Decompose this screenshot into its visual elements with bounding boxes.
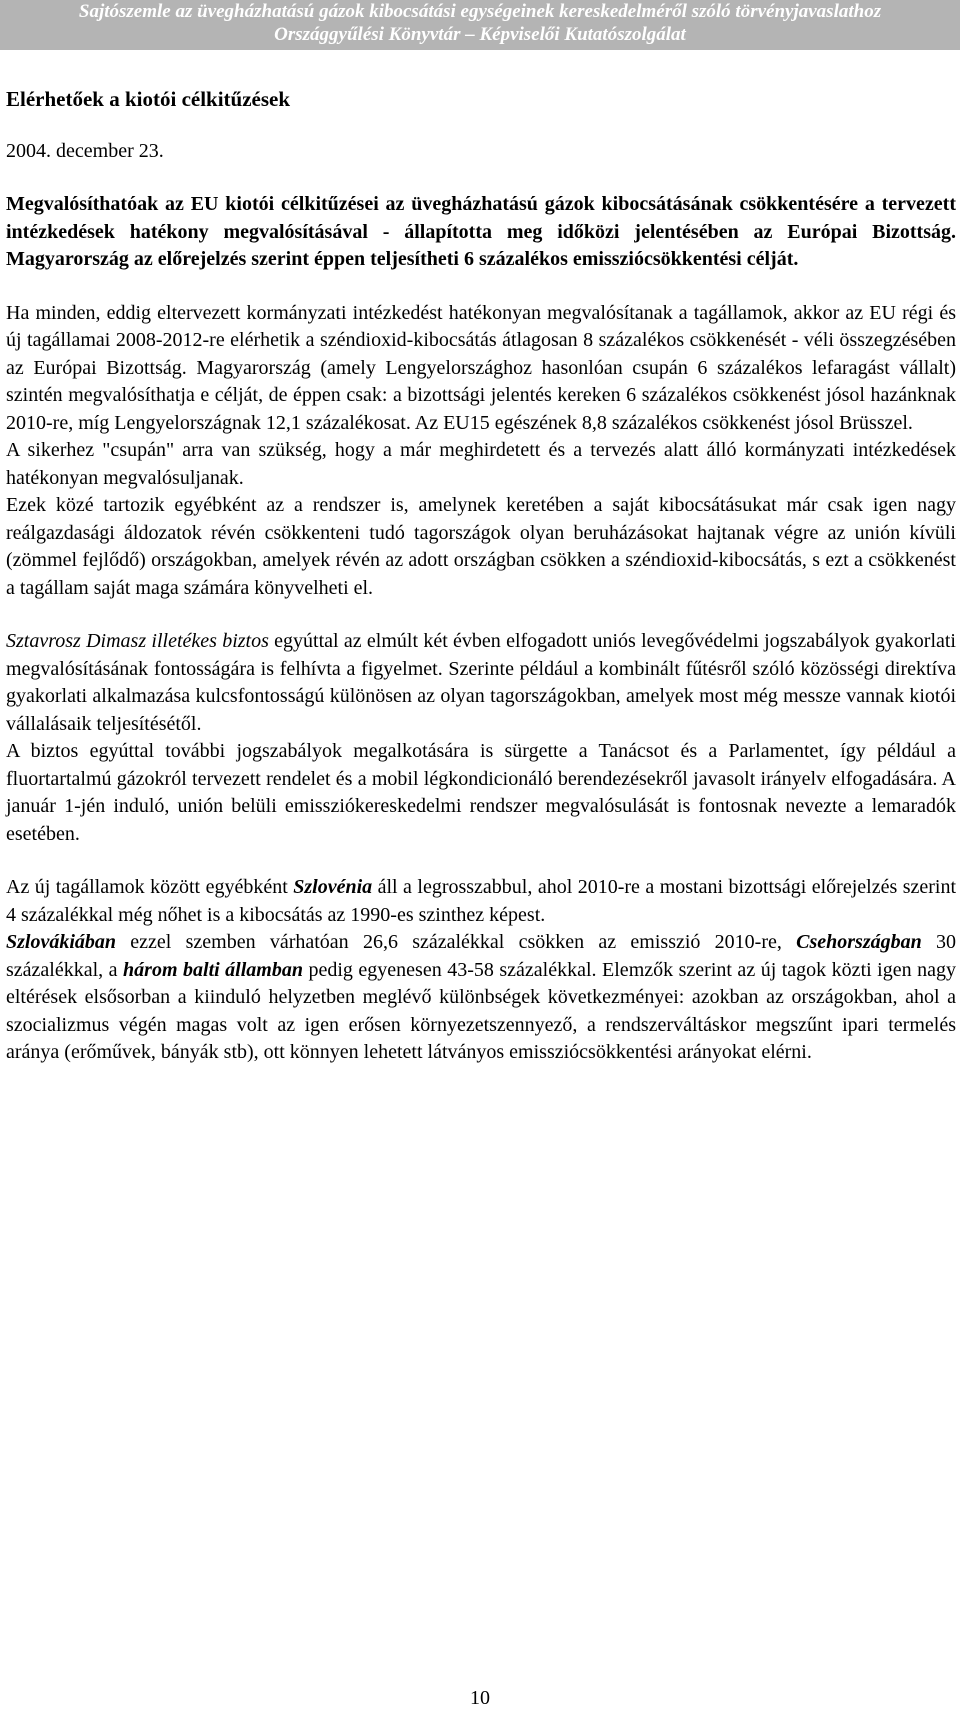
paragraph-7 xyxy=(6,929,956,1067)
page-number: 10 xyxy=(470,1687,490,1709)
article-date: 2004. december 23. xyxy=(6,139,164,162)
commissioner-name: Sztavrosz Dimasz illetékes biztos xyxy=(6,630,269,652)
paragraph-5: A biztos egyúttal további jogszabályok megalkotására is sürgette a Tanácsot és a Parlamentet, így például a fluortartalmú gázokról tervezett rendelet és a mobil légkondicionáló berendezésekről javasolt irányelv elfogadására. A január 1-jén induló, unión belüli emissziókereskedelmi rendszer megvalósulását is fontosnak nevezte a lemaradók esetében. xyxy=(6,740,956,845)
country-baltic: három balti államban xyxy=(123,958,303,981)
paragraph-1: Ha minden, eddig eltervezett kormányzati intézkedést hatékonyan megvalósítanak a tagállamok, akkor az EU régi és új tagállamai 2008-2012-re elérhetik a széndioxid-kibocsátás átlagosan 8 százalékos csökkenését - véli összegzésében az Európai Bizottság. Magyarország (amely Lengyelországhoz hasonlóan csupán 6 százalékos lefaragást vállalt) szintén megvalósíthatja e célját, de éppen csak: a bizottsági jelentés kereken 6 százalékos csökkenést jósol hazánknak 2010-re, míg Lengyelországnak 12,1 százalékosat. Az EU15 egészének 8,8 százalékos csökkenést jósol Brüsszel. xyxy=(6,301,956,434)
header-subtitle: Országgyűlési Könyvtár – Képviselői Kutatószolgálat xyxy=(274,24,686,45)
page-header xyxy=(0,0,960,50)
paragraph-4-text: egyúttal az elmúlt két évben elfogadott uniós levegővédelmi jogszabályok gyakorlati megvalósításának fontosságára is felhívta a figyelmet. Szerinte például a kombinált fűtésről szóló közösségi direktíva gyakorlati alkalmazása kulcsfontosságú különösen az olyan tagországokban, amelyek most még messze vannak kiotói vállalásaik teljesítésétől. xyxy=(6,630,956,735)
paragraph-7-text-a: ezzel szemben várhatóan 26,6 százalékkal csökken az emisszió 2010-re, xyxy=(116,931,797,953)
country-czech: Csehországban xyxy=(796,931,922,953)
paragraph-6-text-b: áll a legrosszabbul, ahol 2010-re a mostani bizottsági előrejelzés szerint 4 százalékkal még nőhet is a kibocsátás az 1990-es szinthez képest. xyxy=(6,876,957,926)
paragraph-6 xyxy=(6,874,956,929)
article-lead: Megvalósíthatóak az EU kiotói célkitűzései az üvegházhatású gázok kibocsátásának csökkentésére a tervezett intézkedések hatékony megvalósításával - állapította meg időközi jelentésében az Európai Bizottság. Magyarország az előrejelzés szerint éppen teljesítheti 6 százalékos emissziócsökkentési célját. xyxy=(6,193,956,270)
paragraph-4 xyxy=(6,628,956,738)
paragraph-6-text-a: Az új tagállamok között egyébként xyxy=(6,876,294,898)
country-slovakia: Szlovákiában xyxy=(6,931,117,953)
paragraph-7-text-c: pedig egyenesen 43-58 százalékkal. Elemzők szerint az új tagok közti igen nagy eltérések elsősorban a kiinduló helyzetben meglévő különbségek következményei: azokban az országokban, ahol a szocializmus végén magas volt az igen erősen környezetszennyező, a rendszerváltáskor megszűnt ipari termelés aránya (erőművek, bányák stb), ott könnyen lehetett látványos emissziócsökkentési arányokat elérni. xyxy=(6,958,956,1063)
paragraph-2: A sikerhez "csupán" arra van szükség, hogy a már meghirdetett és a tervezés alatt álló kormányzati intézkedések hatékonyan megvalósuljanak. xyxy=(6,439,956,489)
country-slovenia: Szlovénia xyxy=(293,876,373,898)
article-title: Elérhetőek a kiotói célkitűzések xyxy=(6,87,291,111)
header-title: Sajtószemle az üvegházhatású gázok kibocsátási egységeinek kereskedelméről szóló törvényjavaslathoz xyxy=(78,1,882,22)
article xyxy=(6,86,956,1067)
paragraph-3: Ezek közé tartozik egyébként az a rendszer is, amelynek keretében a saját kibocsátásukat már csak igen nagy reálgazdasági áldozatok révén csökkenteni tudó tagországok olyan beruházásokat hajtanak végre az unión kívüli (zömmel fejlődő) országokban, amelyek révén az adott országban csökken a széndioxid-kibocsátás, s ezt a csökkenést a tagállam saját maga számára könyvelheti el. xyxy=(6,494,956,599)
paragraph-7-text-b: 30 százalékkal, a xyxy=(6,931,956,981)
